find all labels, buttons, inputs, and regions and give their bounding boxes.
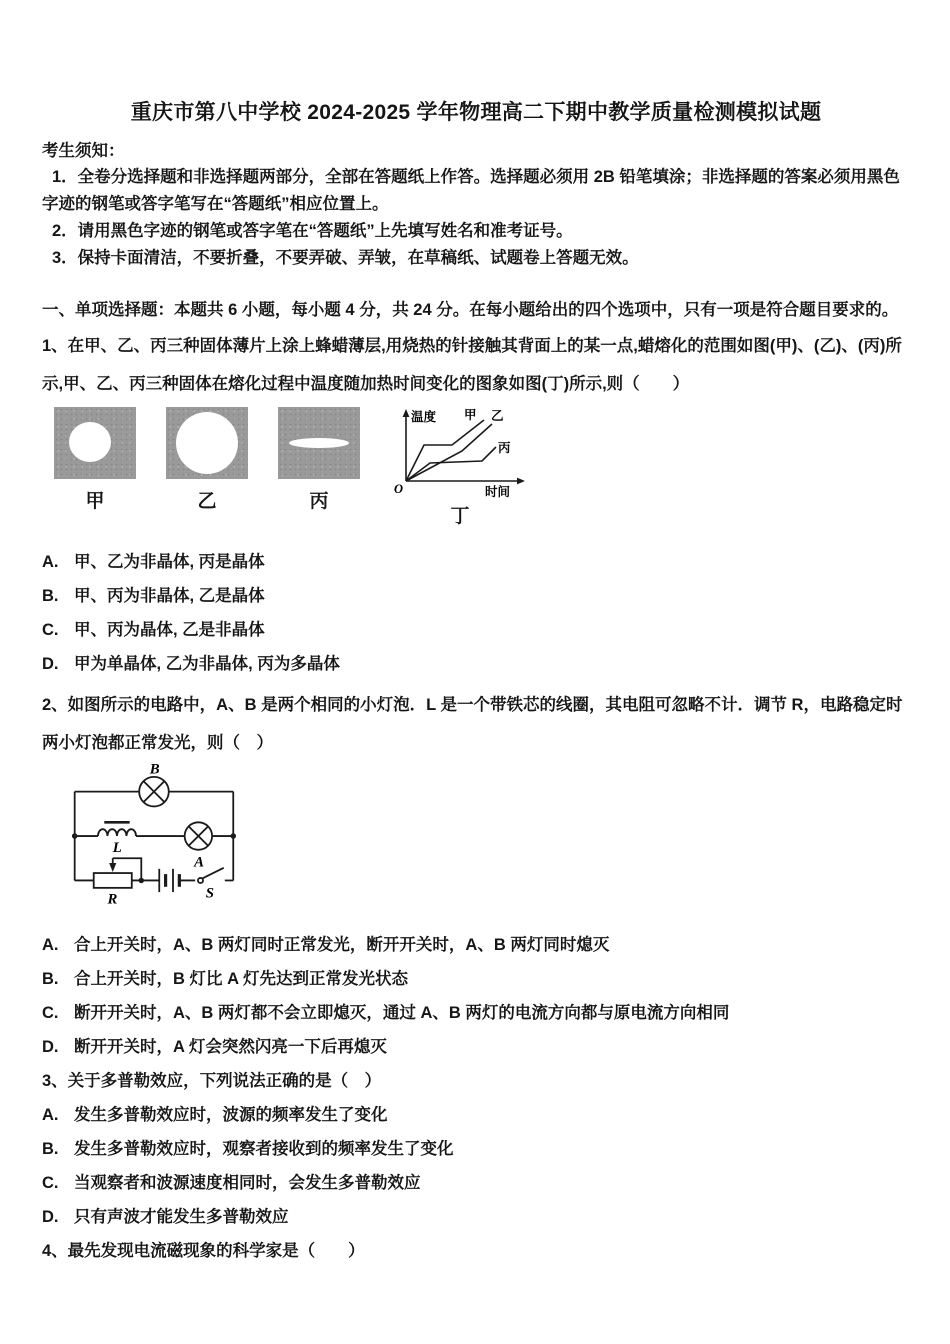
q3-option-d-letter: D.	[42, 1208, 59, 1226]
wax-sample-yi	[166, 407, 248, 479]
notice-item-1: 1．全卷分选择题和非选择题两部分，全部在答题纸上作答。选择题必须用 2B 铅笔填涂；非选择题的答案必须用黑色字迹的钢笔或答字笔写在“答题纸”相应位置上。	[42, 168, 900, 213]
q2-option-d	[42, 1035, 910, 1059]
q2-option-b-letter: B.	[42, 970, 59, 988]
label-coil: L	[112, 839, 122, 856]
label-lamp-b: B	[149, 764, 160, 778]
graph-xlabel: 时间	[485, 485, 511, 499]
q2-option-a	[42, 933, 910, 957]
question-3-text: 3、关于多普勒效应，下列说法正确的是（ ）	[42, 1072, 382, 1090]
junction-dot-left	[72, 833, 77, 838]
q3-option-a-text: 发生多普勒效应时，波源的频率发生了变化	[74, 1106, 388, 1124]
q1-option-c	[42, 618, 910, 642]
q3-option-b	[42, 1137, 910, 1161]
section1-heading: 一、单项选择题：本题共 6 小题，每小题 4 分，共 24 分。在每小题给出的四个选项中，只有一项是符合题目要求的。	[42, 301, 899, 319]
q3-option-d-text: 只有声波才能发生多普勒效应	[74, 1208, 289, 1226]
q3-option-c	[42, 1171, 910, 1195]
q1-option-a-text: 甲、乙为非晶体, 丙是晶体	[74, 553, 265, 571]
q1-option-c-letter: C.	[42, 621, 59, 639]
rheostat-icon	[94, 873, 132, 888]
sample-panel-yi	[166, 407, 248, 513]
sample-panel-jia	[54, 407, 136, 513]
temperature-time-graph-panel	[390, 407, 530, 528]
curve-label-yi: 乙	[491, 409, 504, 423]
q2-option-c	[42, 1001, 910, 1025]
junction-dot-bottom	[139, 878, 144, 883]
notice-header: 考生须知：	[42, 142, 125, 160]
graph-origin-label: O	[394, 482, 404, 496]
question-2-options	[42, 933, 910, 1059]
question-3-options	[42, 1103, 910, 1229]
label-lamp-a: A	[194, 854, 205, 871]
sample-label-yi: 乙	[197, 491, 217, 512]
q3-option-a	[42, 1103, 910, 1127]
question-2-text: 2、如图所示的电路中，A、B 是两个相同的小灯泡．L 是一个带铁芯的线圈，其电阻可忽略不计．调节 R，电路稳定时两小灯泡都正常发光，则（ ）	[42, 696, 903, 752]
q1-option-a	[42, 550, 910, 574]
q1-option-b	[42, 584, 910, 608]
q2-option-d-text: 断开开关时，A 灯会突然闪亮一下后再熄灭	[74, 1038, 387, 1056]
q3-option-b-text: 发生多普勒效应时，观察者接收到的频率发生了变化	[74, 1140, 454, 1158]
q2-option-a-text: 合上开关时，A、B 两灯同时正常发光，断开开关时，A、B 两灯同时熄灭	[74, 936, 610, 954]
switch-pivot-icon	[198, 878, 203, 883]
x-axis-arrow-icon	[517, 478, 525, 485]
junction-dot-right	[231, 833, 236, 838]
q2-option-c-letter: C.	[42, 1004, 59, 1022]
question-4-text: 4、最先发现电流磁现象的科学家是（ ）	[42, 1242, 365, 1260]
q2-option-d-letter: D.	[42, 1038, 59, 1056]
question-1-options	[42, 550, 910, 676]
q2-option-b-text: 合上开关时，B 灯比 A 灯先达到正常发光状态	[74, 970, 408, 988]
notice-item-2: 2．请用黑色字迹的钢笔或答字笔在“答题纸”上先填写姓名和准考证号。	[52, 222, 573, 240]
q3-option-c-letter: C.	[42, 1174, 59, 1192]
temperature-time-graph	[390, 407, 530, 501]
q3-option-a-letter: A.	[42, 1106, 59, 1124]
q2-option-c-text: 断开开关时，A、B 两灯都不会立即熄灭，通过 A、B 两灯的电流方向都与原电流方向相同	[74, 1004, 730, 1022]
melt-region-circle-large	[176, 412, 238, 474]
q1-option-d	[42, 652, 910, 676]
wax-sample-jia	[54, 407, 136, 479]
q1-option-b-text: 甲、丙为非晶体, 乙是晶体	[74, 587, 265, 605]
q1-option-b-letter: B.	[42, 587, 59, 605]
circuit-diagram	[62, 764, 247, 906]
curve-label-jia: 甲	[464, 408, 477, 422]
graph-caption: 丁	[450, 506, 470, 527]
q1-option-d-text: 甲为单晶体, 乙为非晶体, 丙为多晶体	[74, 655, 340, 673]
melt-region-ellipse	[289, 438, 349, 448]
q2-option-a-letter: A.	[42, 936, 59, 954]
y-axis-arrow-icon	[403, 409, 410, 417]
curve-yi	[406, 424, 492, 481]
melt-region-circle-small	[69, 422, 111, 462]
q3-option-c-text: 当观察者和波源速度相同时，会发生多普勒效应	[74, 1174, 421, 1192]
q1-option-c-text: 甲、丙为晶体, 乙是非晶体	[74, 621, 265, 639]
rheostat-slider-wire	[113, 858, 142, 880]
circuit-figure	[62, 764, 910, 911]
figure-melting-samples	[54, 407, 910, 528]
curve-label-bing: 丙	[498, 441, 511, 455]
wax-sample-bing	[278, 407, 360, 479]
curve-bing	[406, 447, 496, 481]
rheostat-arrow-icon	[109, 863, 116, 872]
q3-option-d	[42, 1205, 910, 1229]
graph-ylabel: 温度	[411, 410, 437, 424]
q1-option-a-letter: A.	[42, 553, 59, 571]
sample-label-bing: 丙	[309, 491, 329, 512]
q1-option-d-letter: D.	[42, 655, 59, 673]
sample-label-jia: 甲	[85, 491, 105, 512]
notice-item-3: 3．保持卡面清洁，不要折叠，不要弄破、弄皱，在草稿纸、试题卷上答题无效。	[52, 249, 639, 267]
page-title: 重庆市第八中学校 2024-2025 学年物理高二下期中教学质量检测模拟试题	[130, 101, 822, 124]
label-rheostat: R	[107, 891, 118, 906]
label-switch: S	[205, 885, 215, 902]
q2-option-b	[42, 967, 910, 991]
question-1-text: 1、在甲、乙、丙三种固体薄片上涂上蜂蜡薄层,用烧热的针接触其背面上的某一点,蜡熔化的范围如图(甲)、(乙)、(丙)所示,甲、乙、丙三种固体在熔化过程中温度随加热时间变化的图象如图(丁)所示,则（ ）	[42, 337, 902, 393]
q3-option-b-letter: B.	[42, 1140, 59, 1158]
sample-panel-bing	[278, 407, 360, 513]
coil-icon	[98, 829, 136, 836]
switch-lever-icon	[203, 868, 224, 879]
